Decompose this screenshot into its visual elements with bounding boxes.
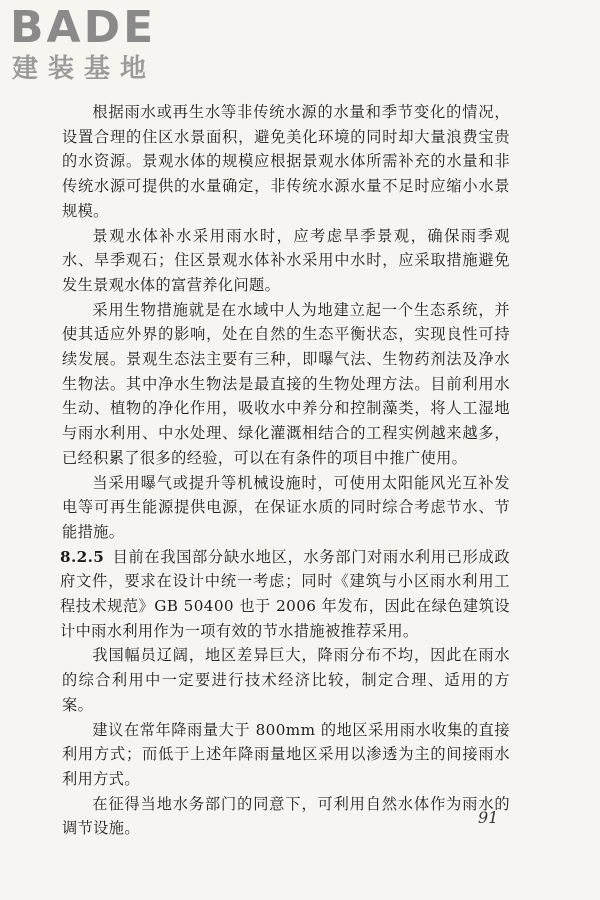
clause-paragraph <box>60 545 510 644</box>
paragraph: 当采用曝气或提升等机械设施时，可使用太阳能风光互补发电等可再生能源提供电源，在保证水质的同时综合考虑节水、节能措施。 <box>62 473 510 541</box>
paragraph: 我国幅员辽阔，地区差异巨大，降雨分布不均，因此在雨水的综合利用中一定要进行技术经济比较，制定合理、适用的方案。 <box>62 646 510 714</box>
paragraph: 建议在常年降雨量大于 800mm 的地区采用雨水收集的直接利用方式；而低于上述年降雨量地区采用以渗透为主的间接雨水利用方式。 <box>62 720 510 788</box>
paragraph: 根据雨水或再生水等非传统水源的水量和季节变化的情况，设置合理的住区水景面积，避免美化环境的同时却大量浪费宝贵的水资源。景观水体的规模应根据景观水体所需补充的水量和非传统水源可提供的水量确定，非传统水源水量不足时应缩小水景规模。 <box>62 103 510 220</box>
watermark-latin-text: BADE <box>10 2 157 53</box>
watermark-cjk-text: 建装基地 <box>12 54 157 84</box>
watermark-logo <box>10 4 185 86</box>
paragraph: 景观水体补水采用雨水时，应考虑旱季景观，确保雨季观水、旱季观石；住区景观水体补水采用中水时，应采取措施避免发生景观水体的富营养化问题。 <box>62 226 510 294</box>
clause-text: 目前在我国部分缺水地区，水务部门对雨水利用已形成政府文件，要求在设计中统一考虑；同时《建筑与小区雨水利用工程技术规范》GB 50400 也于 2006 年发布，因此在绿色建筑设计中雨水利用作为一项有效的节水措施被推荐采用。 <box>60 547 510 640</box>
clause-number: 8.2.5 <box>60 547 105 566</box>
body-text <box>62 100 510 841</box>
page-number: 91 <box>478 808 499 827</box>
paragraph: 在征得当地水务部门的同意下，可利用自然水体作为雨水的调节设施。 <box>62 794 510 838</box>
paragraph: 采用生物措施就是在水域中人为地建立起一个生态系统，并使其适应外界的影响，处在自然的生态平衡状态，实现良性可持续发展。景观生态法主要有三种，即曝气法、生物药剂法及净水生物法。其中净水生物法是最直接的生物处理方法。目前利用水生动、植物的净化作用，吸收水中养分和控制藻类，将人工湿地与雨水利用、中水处理、绿化灌溉相结合的工程实例越来越多，已经积累了很多的经验，可以在有条件的项目中推广使用。 <box>62 300 510 467</box>
